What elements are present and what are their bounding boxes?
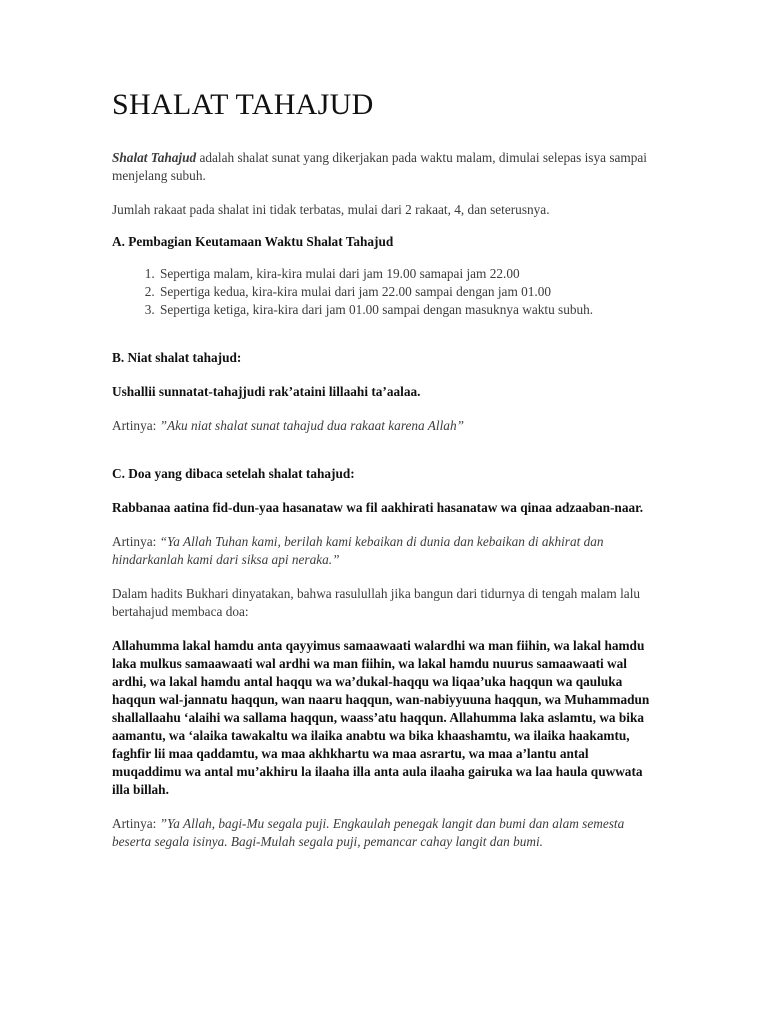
artinya-label: Artinya: (112, 533, 160, 549)
artinya-label: Artinya: (112, 417, 160, 433)
list-item: 2. Sepertiga kedua, kira-kira mulai dari jam 22.00 sampai dengan jam 01.00 (158, 283, 660, 301)
niat-text: Ushallii sunnatat-tahajjudi rak’ataini lillaahi ta’aalaa. (112, 383, 421, 399)
document-body (112, 88, 660, 851)
list-item: 1. Sepertiga malam, kira-kira mulai dari jam 19.00 samapai jam 22.00 (158, 265, 660, 283)
hadits-paragraph: Dalam hadits Bukhari dinyatakan, bahwa rasulullah jika bangun dari tidurnya di tengah malam lalu bertahajud membaca doa: (112, 585, 641, 619)
hadits-doa: Allahumma lakal hamdu anta qayyimus samaawaati walardhi wa man fiihin, wa lakal hamdu laka mulkus samaawaati wal ardhi wa man fiihin, wa lakal hamdu nuurus samaawaati wal ardhi, wa lakal hamdu antal haqqu wa wa’dukal-haqqu wa liqaa’uka haqqun wa qauluka haqqun wal-jannatu haqqun, wan naaru haqqun, wan-nabiyyuuna haqqun, wa Muhammadun shallallaahu ‘alaihi wa sallama haqqun, waass’atu haqqun. Allahumma laka aslamtu, wa bika aamantu, wa ‘alaika tawakaltu wa ilaika anabtu wa bika khaashamtu, wa ilaika haakamtu, faghfir lii maa qaddamtu, wa maa akhkhartu wa maa asrartu, wa maa a’lantu antal muqaddimu wa antal mu’akhiru la ilaaha illa anta aula ilaaha gairuka wa laa haula quwwata illa billah. (112, 637, 650, 797)
section-c-heading: C. Doa yang dibaca setelah shalat tahajud: (112, 465, 355, 481)
waktu-list (112, 265, 660, 319)
rakaat-paragraph: Jumlah rakaat pada shalat ini tidak terbatas, mulai dari 2 rakaat, 4, dan seterusnya. (112, 201, 550, 217)
list-item: 3. Sepertiga ketiga, kira-kira dari jam 01.00 sampai dengan masuknya waktu subuh. (158, 301, 660, 319)
doa-artinya (112, 533, 660, 569)
section-b-heading: B. Niat shalat tahajud: (112, 349, 242, 365)
section-a-heading: A. Pembagian Keutamaan Waktu Shalat Tahajud (112, 233, 394, 249)
hadits-artinya (112, 815, 660, 851)
artinya-label: Artinya: (112, 815, 160, 831)
niat-artinya (112, 417, 660, 435)
artinya-text: “Ya Allah Tuhan kami, berilah kami kebaikan di dunia dan kebaikan di akhirat dan hindarkanlah kami dari siksa api neraka.” (112, 533, 604, 567)
artinya-text: ”Aku niat shalat sunat tahajud dua rakaat karena Allah” (159, 417, 464, 433)
artinya-text: ”Ya Allah, bagi-Mu segala puji. Engkaulah penegak langit dan bumi dan alam semesta beserta segala isinya. Bagi-Mulah segala puji, pemancar cahay langit dan bumi. (112, 815, 625, 849)
intro-text: adalah shalat sunat yang dikerjakan pada waktu malam, dimulai selepas isya sampai menjelang subuh. (112, 149, 647, 183)
page-title: SHALAT TAHAJUD (112, 88, 374, 121)
intro-term: Shalat Tahajud (112, 149, 197, 165)
intro-paragraph (112, 149, 660, 185)
doa-text: Rabbanaa aatina fid-dun-yaa hasanataw wa fil aakhirati hasanataw wa qinaa adzaaban-naar. (112, 499, 644, 515)
